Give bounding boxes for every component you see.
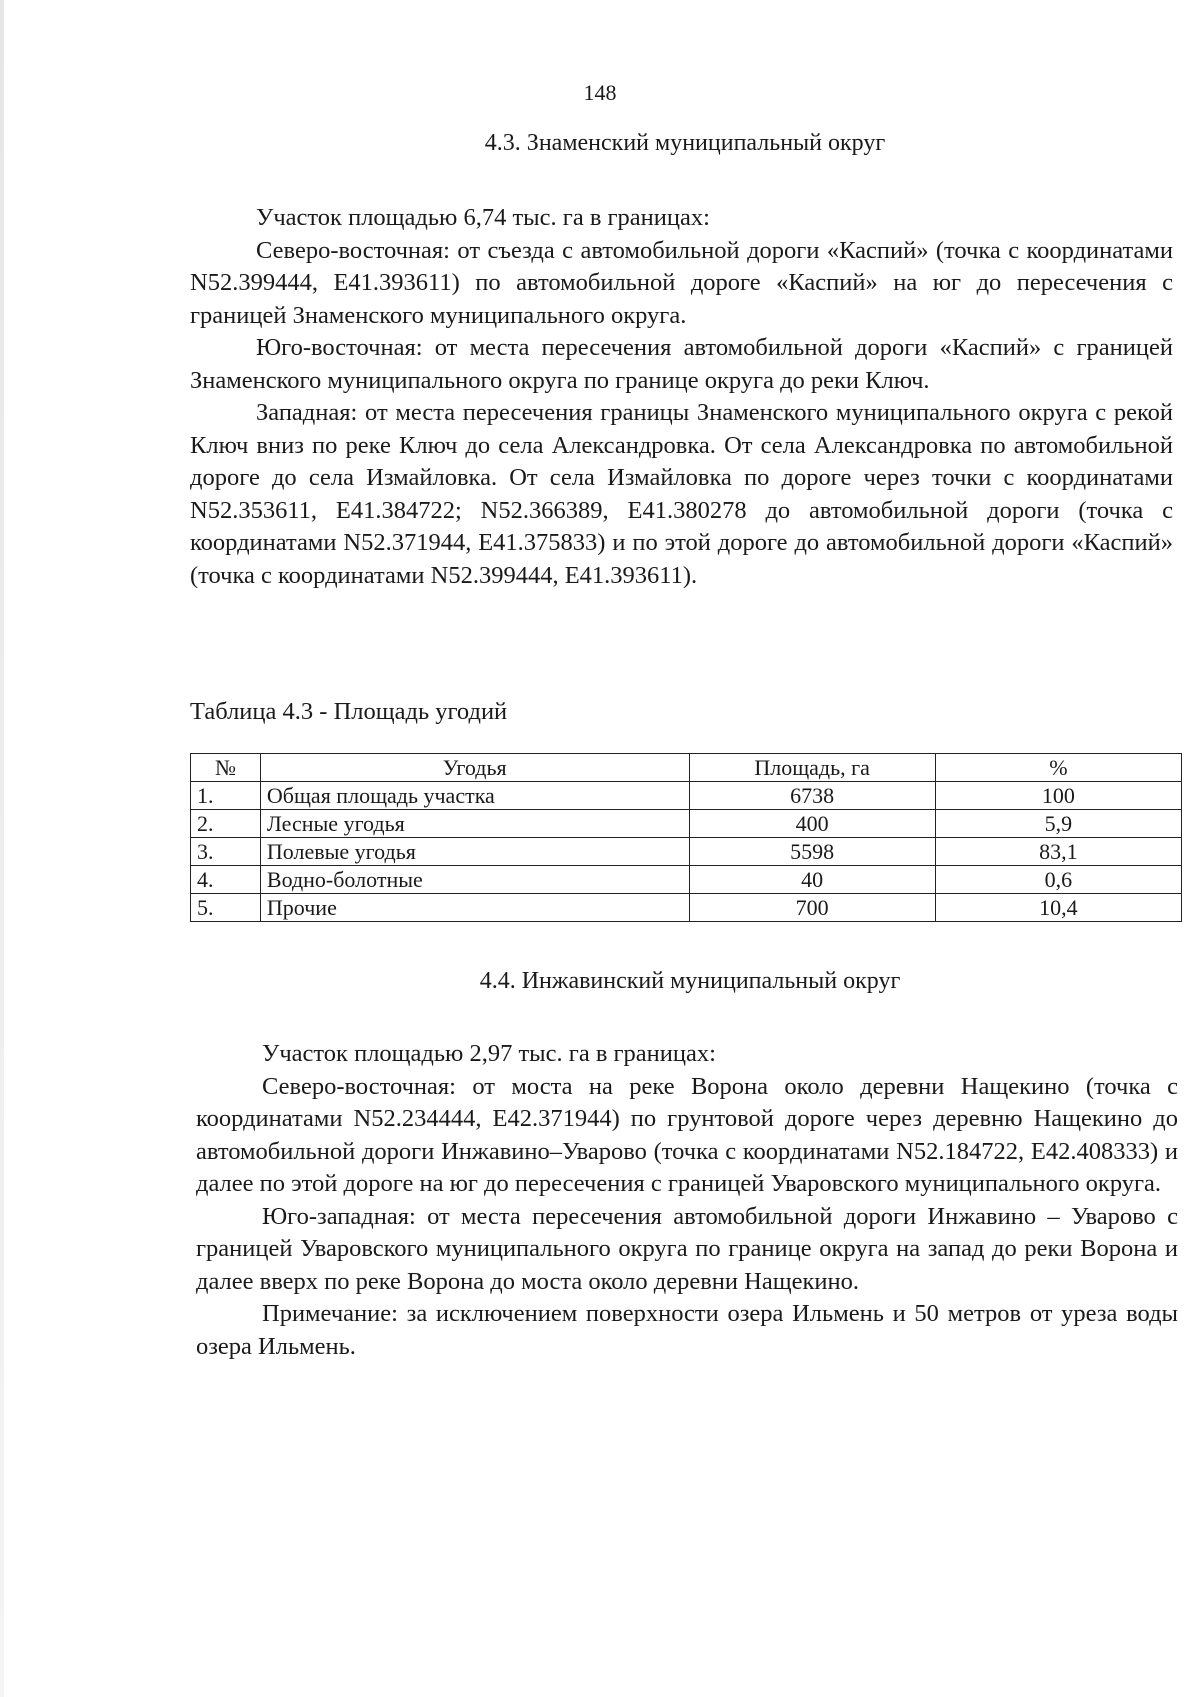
section-4-4-southwest: Юго-западная: от места пересечения автомобильной дороги Инжавино – Уварово с границей Уваровского муниципального округа по границе округа на запад до реки Ворона и далее вверх по реке Ворона до моста около деревни Нащекино. — [196, 1202, 1178, 1295]
header-number: № — [191, 754, 261, 782]
row-area: 40 — [689, 866, 935, 894]
row-number: 1. — [191, 782, 261, 810]
table-caption: Таблица 4.3 - Площадь угодий — [190, 698, 508, 725]
row-number: 2. — [191, 810, 261, 838]
land-area-table — [190, 753, 1182, 922]
section-4-3-title: 4.3. Знаменский муниципальный округ — [484, 130, 886, 156]
row-land: Общая площадь участка — [260, 782, 689, 810]
section-4-3-west: Западная: от места пересечения границы Знаменского муниципального округа с рекой Ключ вниз по реке Ключ до села Александровка. От села Александровка по автомобильной дороге до села Измайловка. От села Измайловка по дороге через точки с координатами N52.353611, E41.384722; N52.366389, E41.380278 до автомобильной дороги (точка с координатами N52.371944, E41.375833) и по этой дороге до автомобильной дороги «Каспий» (точка с координатами N52.399444, E41.393611). — [190, 399, 1173, 589]
row-land: Полевые угодья — [260, 838, 689, 866]
table-row — [191, 838, 1182, 866]
row-percent: 0,6 — [935, 866, 1181, 894]
table-row — [191, 894, 1182, 922]
row-number: 3. — [191, 838, 261, 866]
row-area: 400 — [689, 810, 935, 838]
header-land: Угодья — [260, 754, 689, 782]
table-header-row — [191, 754, 1182, 782]
scan-edge — [0, 0, 4, 1697]
row-land: Лесные угодья — [260, 810, 689, 838]
section-4-3-body — [190, 202, 1173, 592]
row-land: Водно-болотные — [260, 866, 689, 894]
section-4-4-body — [196, 1038, 1178, 1363]
table-row — [191, 866, 1182, 894]
row-percent: 10,4 — [935, 894, 1181, 922]
section-4-3-intro: Участок площадью 6,74 тыс. га в границах: — [256, 204, 710, 231]
row-percent: 5,9 — [935, 810, 1181, 838]
table-row — [191, 810, 1182, 838]
header-percent: % — [935, 754, 1181, 782]
section-4-4-intro: Участок площадью 2,97 тыс. га в границах: — [262, 1040, 716, 1067]
page-number: 148 — [583, 80, 617, 105]
row-number: 5. — [191, 894, 261, 922]
table-row — [191, 782, 1182, 810]
section-4-4-northeast: Северо-восточная: от моста на реке Ворона около деревни Нащекино (точка с координатами N52.234444, E42.371944) по грунтовой дороге через деревню Нащекино до автомобильной дороги Инжавино–Уварово (точка с координатами N52.184722, E42.408333) и далее по этой дороге на юг до пересечения с границей Уваровского муниципального округа. — [196, 1072, 1178, 1197]
row-number: 4. — [191, 866, 261, 894]
row-area: 6738 — [689, 782, 935, 810]
section-4-3-southeast: Юго-восточная: от места пересечения автомобильной дороги «Каспий» с границей Знаменского муниципального округа по границе округа до реки Ключ. — [190, 334, 1173, 394]
row-percent: 83,1 — [935, 838, 1181, 866]
section-4-4-title: 4.4. Инжавинский муниципальный округ — [479, 968, 901, 994]
section-4-3-northeast: Северо-восточная: от съезда с автомобильной дороги «Каспий» (точка с координатами N52.399444, E41.393611) по автомобильной дороге «Каспий» на юг до пересечения с границей Знаменского муниципального округа. — [190, 236, 1173, 329]
section-4-4-note: Примечание: за исключением поверхности озера Ильмень и 50 метров от уреза воды озера Ильмень. — [196, 1300, 1178, 1360]
row-area: 5598 — [689, 838, 935, 866]
header-area: Площадь, га — [689, 754, 935, 782]
row-area: 700 — [689, 894, 935, 922]
row-percent: 100 — [935, 782, 1181, 810]
row-land: Прочие — [260, 894, 689, 922]
